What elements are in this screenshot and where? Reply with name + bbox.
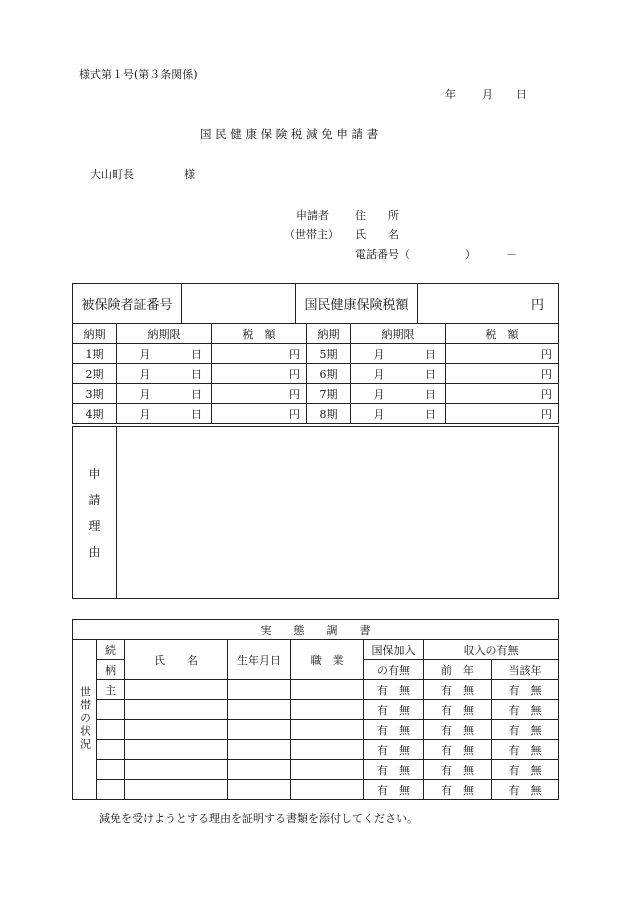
job-cell[interactable]: [291, 760, 364, 780]
no-option[interactable]: 無: [463, 683, 474, 697]
insurance-table: [72, 283, 559, 324]
yes-option[interactable]: 有: [377, 723, 388, 737]
member-name-cell[interactable]: [125, 780, 228, 800]
job-cell[interactable]: [291, 780, 364, 800]
header-period: 納期: [73, 324, 117, 344]
deadline-cell[interactable]: [117, 344, 212, 364]
header-tax: 税 額: [212, 324, 307, 344]
deadline-cell[interactable]: [351, 404, 446, 424]
insurance-yes-no[interactable]: [364, 700, 424, 720]
installment-header-row: [73, 324, 559, 344]
period-label: 8期: [307, 404, 351, 424]
deadline-cell[interactable]: [351, 364, 446, 384]
header-prev-year: 前 年: [424, 660, 492, 680]
member-name-cell[interactable]: [125, 720, 228, 740]
phone-label: 電話番号（: [355, 248, 410, 261]
month-unit: 月: [373, 367, 385, 381]
household-row: [73, 760, 559, 780]
tax-cell[interactable]: 円: [446, 384, 559, 404]
reason-char: 由: [88, 544, 101, 559]
no-option[interactable]: 無: [530, 683, 542, 697]
birthdate-cell[interactable]: [228, 740, 291, 760]
month-unit: 月: [139, 387, 151, 401]
prev-year-yes-no[interactable]: [424, 700, 492, 720]
phone-dash: －: [506, 248, 517, 261]
date-year: 年: [445, 88, 456, 101]
header-name: 氏 名: [125, 640, 228, 680]
day-unit: 日: [191, 367, 202, 381]
yes-option[interactable]: 有: [377, 743, 388, 757]
job-cell[interactable]: [291, 680, 364, 700]
yes-option[interactable]: 有: [377, 683, 388, 697]
addressee-honorific: 様: [184, 168, 195, 181]
prev-year-yes-no[interactable]: [424, 720, 492, 740]
card-number-label: 被保険者証番号: [73, 284, 182, 324]
yes-option[interactable]: 有: [508, 703, 520, 717]
no-option[interactable]: 無: [399, 783, 410, 797]
no-option[interactable]: 無: [463, 703, 474, 717]
birthdate-cell[interactable]: [228, 700, 291, 720]
no-option[interactable]: 無: [530, 743, 542, 757]
day-unit: 日: [191, 347, 202, 361]
no-option[interactable]: 無: [530, 783, 542, 797]
day-unit: 日: [425, 347, 436, 361]
member-name-cell[interactable]: [125, 700, 228, 720]
tax-cell[interactable]: 円: [446, 404, 559, 424]
no-option[interactable]: 無: [399, 763, 410, 777]
header-relation-1: 続: [97, 640, 125, 660]
yes-option[interactable]: 有: [508, 763, 520, 777]
member-name-cell[interactable]: [125, 760, 228, 780]
header-curr-year: 当該年: [492, 660, 559, 680]
prev-year-yes-no[interactable]: [424, 760, 492, 780]
no-option[interactable]: 無: [463, 723, 474, 737]
form-number: 様式第１号(第３条関係): [79, 68, 198, 81]
household-row: [73, 740, 559, 760]
period-label: 5期: [307, 344, 351, 364]
header-insurance-1: 国保加入: [364, 640, 424, 660]
tax-cell[interactable]: 円: [446, 364, 559, 384]
curr-year-yes-no[interactable]: [492, 680, 559, 700]
installment-row: [73, 344, 559, 364]
address-label: 住 所: [355, 209, 399, 222]
insurance-yes-no[interactable]: [364, 760, 424, 780]
yes-option[interactable]: 有: [441, 743, 452, 757]
prev-year-yes-no[interactable]: [424, 680, 492, 700]
header-deadline: 納期限: [117, 324, 212, 344]
no-option[interactable]: 無: [399, 743, 410, 757]
reason-char: 請: [88, 492, 101, 507]
period-label: 1期: [73, 344, 117, 364]
relation-cell[interactable]: [97, 780, 125, 800]
tax-cell[interactable]: 円: [212, 364, 307, 384]
relation-cell[interactable]: [97, 760, 125, 780]
yes-option[interactable]: 有: [377, 763, 388, 777]
birthdate-cell[interactable]: [228, 720, 291, 740]
household-row: [73, 720, 559, 740]
tax-cell[interactable]: 円: [446, 344, 559, 364]
installment-row: [73, 364, 559, 384]
job-cell[interactable]: [291, 700, 364, 720]
birthdate-cell[interactable]: [228, 680, 291, 700]
footer-note: 減免を受けようとする理由を証明する書類を添付してください。: [99, 812, 418, 825]
deadline-cell[interactable]: [351, 384, 446, 404]
prev-year-yes-no[interactable]: [424, 740, 492, 760]
member-name-cell[interactable]: [125, 740, 228, 760]
member-name-cell[interactable]: [125, 680, 228, 700]
reason-char: 理: [88, 518, 101, 533]
month-unit: 月: [139, 407, 151, 421]
reason-table: [72, 426, 559, 599]
insurance-yes-no[interactable]: [364, 720, 424, 740]
period-label: 7期: [307, 384, 351, 404]
relation-cell[interactable]: 主: [97, 680, 125, 700]
header-birthdate: 生年月日: [228, 640, 291, 680]
yes-option[interactable]: 有: [377, 703, 388, 717]
no-option[interactable]: 無: [530, 723, 542, 737]
date-month: 月: [482, 88, 493, 101]
period-label: 3期: [73, 384, 117, 404]
day-unit: 日: [425, 387, 436, 401]
yes-option[interactable]: 有: [508, 783, 520, 797]
deadline-cell[interactable]: [117, 364, 212, 384]
tax-cell[interactable]: 円: [212, 344, 307, 364]
insurance-yes-no[interactable]: [364, 680, 424, 700]
household-side-text: 世帯の状況: [78, 685, 92, 751]
birthdate-cell[interactable]: [228, 760, 291, 780]
no-option[interactable]: 無: [463, 763, 474, 777]
header-income: 収入の有無: [424, 640, 559, 660]
yes-option[interactable]: 有: [441, 763, 452, 777]
relation-cell[interactable]: [97, 720, 125, 740]
reason-input-area[interactable]: [117, 427, 559, 599]
curr-year-yes-no[interactable]: [492, 780, 559, 800]
header-relation-2: 柄: [97, 660, 125, 680]
card-number-value[interactable]: [182, 284, 296, 324]
month-unit: 月: [373, 387, 385, 401]
month-unit: 月: [139, 367, 151, 381]
deadline-cell[interactable]: [117, 404, 212, 424]
household-row: [73, 680, 559, 700]
tax-amount-unit[interactable]: 円: [418, 284, 559, 324]
household-side-label: [73, 640, 97, 800]
deadline-cell[interactable]: [351, 344, 446, 364]
household-row: [73, 700, 559, 720]
yes-option[interactable]: 有: [508, 743, 520, 757]
reason-label: [73, 427, 117, 599]
installment-row: [73, 404, 559, 424]
day-unit: 日: [425, 407, 436, 421]
no-option[interactable]: 無: [399, 683, 410, 697]
no-option[interactable]: 無: [399, 723, 410, 737]
yes-option[interactable]: 有: [441, 723, 452, 737]
addressee-name: 大山町長: [90, 168, 134, 181]
yes-option[interactable]: 有: [441, 783, 452, 797]
tax-amount-label: 国民健康保険税額: [296, 284, 418, 324]
deadline-cell[interactable]: [117, 384, 212, 404]
job-cell[interactable]: [291, 740, 364, 760]
page-title: 国 民 健 康 保 険 税 減 免 申 請 書: [200, 127, 379, 141]
day-unit: 日: [191, 407, 202, 421]
yes-option[interactable]: 有: [441, 703, 452, 717]
header-job: 職 業: [291, 640, 364, 680]
job-cell[interactable]: [291, 720, 364, 740]
yes-option[interactable]: 有: [508, 683, 520, 697]
tax-cell[interactable]: 円: [212, 404, 307, 424]
no-option[interactable]: 無: [463, 783, 474, 797]
phone-close: ）: [465, 248, 476, 261]
name-label: 氏 名: [355, 228, 399, 241]
header-insurance-2: の有無: [364, 660, 424, 680]
reason-char: 申: [88, 466, 101, 481]
curr-year-yes-no[interactable]: [492, 740, 559, 760]
survey-title: 実 態 調 書: [73, 620, 559, 640]
period-label: 4期: [73, 404, 117, 424]
insurance-yes-no[interactable]: [364, 780, 424, 800]
applicant-sub-label: （世帯主）: [284, 228, 339, 241]
day-unit: 日: [191, 387, 202, 401]
yes-option[interactable]: 有: [508, 723, 520, 737]
insurance-yes-no[interactable]: [364, 740, 424, 760]
survey-table: [72, 619, 559, 800]
household-row: [73, 780, 559, 800]
month-unit: 月: [139, 347, 151, 361]
curr-year-yes-no[interactable]: [492, 720, 559, 740]
curr-year-yes-no[interactable]: [492, 760, 559, 780]
header-period: 納期: [307, 324, 351, 344]
month-unit: 月: [373, 347, 385, 361]
no-option[interactable]: 無: [530, 703, 542, 717]
no-option[interactable]: 無: [399, 703, 410, 717]
applicant-label: 申請者: [296, 209, 329, 222]
header-tax: 税 額: [446, 324, 559, 344]
no-option[interactable]: 無: [463, 743, 474, 757]
month-unit: 月: [373, 407, 385, 421]
no-option[interactable]: 無: [530, 763, 542, 777]
period-label: 6期: [307, 364, 351, 384]
header-deadline: 納期限: [351, 324, 446, 344]
birthdate-cell[interactable]: [228, 780, 291, 800]
installment-row: [73, 384, 559, 404]
yes-option[interactable]: 有: [377, 783, 388, 797]
prev-year-yes-no[interactable]: [424, 780, 492, 800]
tax-cell[interactable]: 円: [212, 384, 307, 404]
curr-year-yes-no[interactable]: [492, 700, 559, 720]
date-day: 日: [516, 88, 527, 101]
day-unit: 日: [425, 367, 436, 381]
relation-cell[interactable]: [97, 700, 125, 720]
relation-cell[interactable]: [97, 740, 125, 760]
yes-option[interactable]: 有: [441, 683, 452, 697]
installment-table: [72, 323, 559, 424]
period-label: 2期: [73, 364, 117, 384]
